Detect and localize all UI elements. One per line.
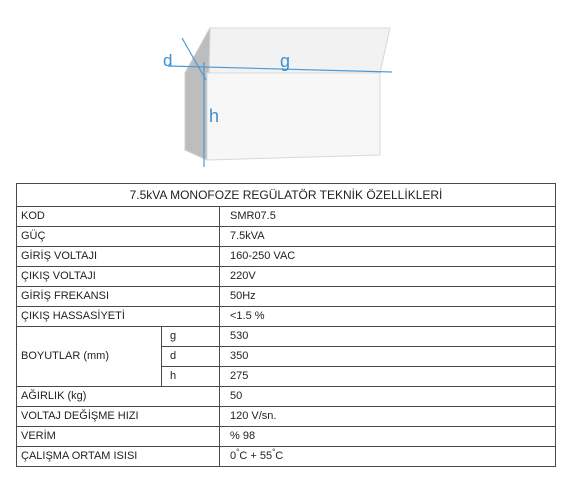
height-label: h	[209, 106, 220, 126]
table-row	[17, 207, 556, 227]
spec-value: % 98	[220, 427, 556, 447]
dimension-row	[17, 327, 556, 347]
spec-label: GİRİŞ VOLTAJI	[17, 247, 220, 267]
table-row	[17, 307, 556, 327]
ambient-temperature-value	[220, 447, 556, 467]
temperature-unit: C	[239, 450, 248, 462]
degree-symbol: °	[236, 447, 240, 457]
spec-value: 50Hz	[220, 287, 556, 307]
spec-label: ÇIKIŞ HASSASİYETİ	[17, 307, 220, 327]
spec-label: KOD	[17, 207, 220, 227]
spec-label: VERİM	[17, 427, 220, 447]
spec-label: GİRİŞ FREKANSI	[17, 287, 220, 307]
depth-label: d	[163, 51, 173, 70]
dimension-value: 530	[220, 327, 556, 347]
spec-value: <1.5 %	[220, 307, 556, 327]
width-label: g	[280, 51, 291, 71]
table-title: 7.5kVA MONOFOZE REGÜLATÖR TEKNİK ÖZELLİKLERİ	[17, 184, 556, 207]
dimension-axis: h	[162, 367, 220, 387]
spec-value: 7.5kVA	[220, 227, 556, 247]
spec-label: GÜÇ	[17, 227, 220, 247]
ambient-high: + 55	[250, 450, 273, 462]
degree-symbol: °	[272, 447, 276, 457]
table-row	[17, 407, 556, 427]
box-side-face	[185, 28, 210, 160]
table-row	[17, 247, 556, 267]
table-row	[17, 447, 556, 467]
spec-table	[16, 183, 556, 467]
spec-value: 220V	[220, 267, 556, 287]
dimension-value: 275	[220, 367, 556, 387]
table-title-row	[17, 184, 556, 207]
dimensions-label: BOYUTLAR (mm)	[17, 327, 162, 387]
ambient-low: 0	[230, 450, 237, 462]
temperature-unit: C	[275, 450, 284, 462]
spec-value: 50	[220, 387, 556, 407]
spec-value: SMR07.5	[220, 207, 556, 227]
spec-label: AĞIRLIK (kg)	[17, 387, 220, 407]
spec-label: VOLTAJ DEĞİŞME HIZI	[17, 407, 220, 427]
table-row	[17, 427, 556, 447]
dimension-value: 350	[220, 347, 556, 367]
dimension-axis: g	[162, 327, 220, 347]
spec-label: ÇALIŞMA ORTAM ISISI	[17, 447, 220, 467]
spec-label: ÇIKIŞ VOLTAJI	[17, 267, 220, 287]
dimension-axis: d	[162, 347, 220, 367]
spec-value: 160-250 VAC	[220, 247, 556, 267]
table-row	[17, 387, 556, 407]
box-front-face	[207, 73, 380, 160]
spec-value: 120 V/sn.	[220, 407, 556, 427]
dimension-diagram	[0, 0, 570, 180]
table-row	[17, 287, 556, 307]
table-row	[17, 267, 556, 287]
table-row	[17, 227, 556, 247]
